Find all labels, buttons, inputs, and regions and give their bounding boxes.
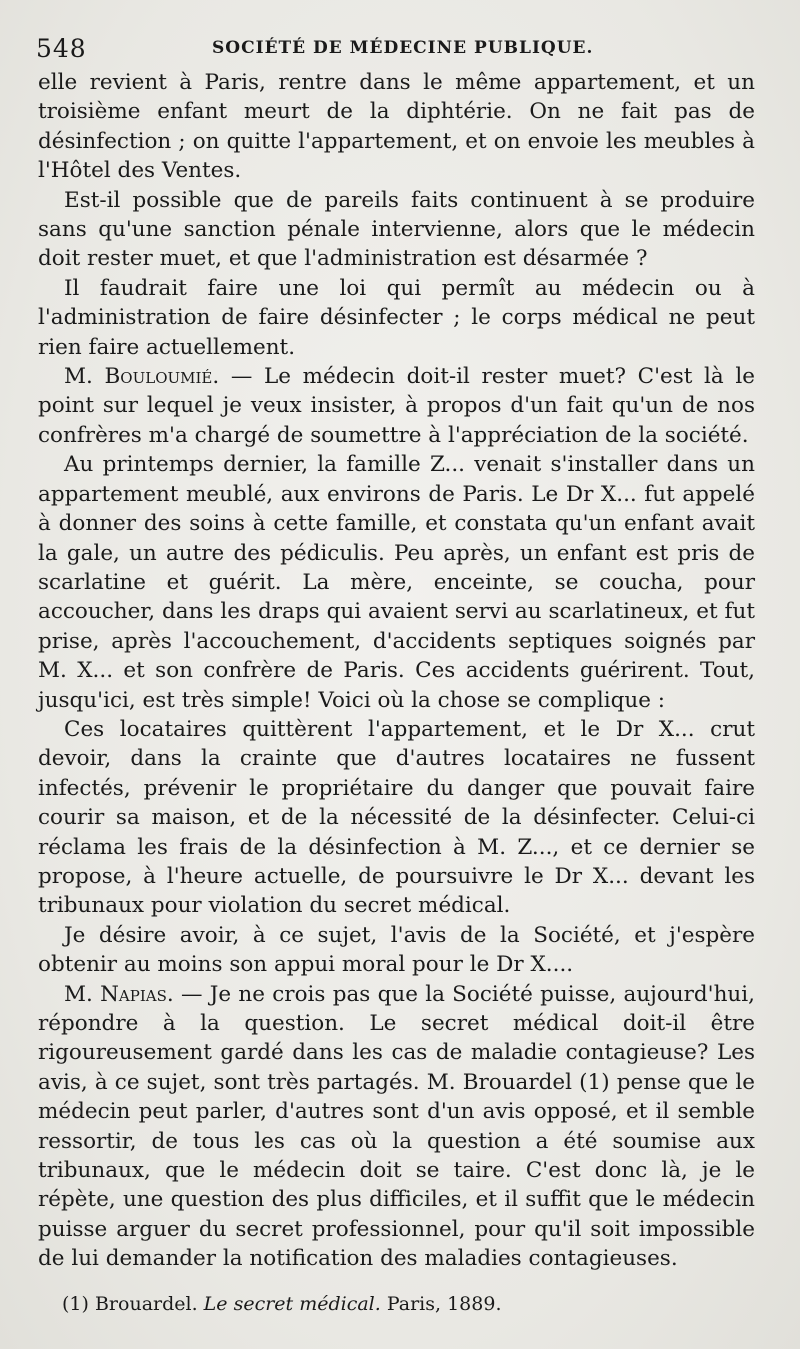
footnote-author: Brouardel.: [94, 1293, 198, 1315]
paragraph: Je désire avoir, à ce sujet, l'avis de la Société, et j'espère obtenir au moins son appui moral pour le Dr X....: [38, 922, 755, 978]
speaker-name: M. Bouloumié.: [64, 364, 220, 390]
page-header: [36, 34, 756, 64]
paragraph: Il faudrait faire une loi qui permît au médecin ou à l'administration de faire désinfecter ; le corps médical ne peut rien faire actuellement.: [38, 275, 755, 360]
page-number: 548: [36, 34, 87, 63]
paragraph: Au printemps dernier, la famille Z... venait s'installer dans un appartement meublé, aux environs de Paris. Le Dr X... fut appelé à donner des soins à cette famille, et constata qu'un enfant avait la gale, un autre des pédiculis. Peu après, un enfant est pris de scarlatine et guérit. La mère, enceinte, se coucha, pour accoucher, dans les draps qui avaient servi au scarlatineux, et fut prise, après l'accouchement, d'accidents septiques soignés par M. X... et son confrère de Paris. Ces accidents guérirent. Tout, jusqu'ici, est très simple! Voici où la chose se complique :: [38, 452, 755, 713]
footnote-place-year: Paris, 1889.: [386, 1293, 502, 1315]
speaker-text: — Le médecin doit-il rester muet? C'est là le point sur lequel je veux insister, à propos d'un fait qu'un de nos confrères m'a chargé de soumettre à l'appréciation de la société.: [38, 364, 755, 448]
paragraph: Est-il possible que de pareils faits continuent à se produire sans qu'une sanction pénale intervienne, alors que le médecin doit rester muet, et que l'administration est désarmée ?: [38, 187, 755, 272]
running-head: SOCIÉTÉ DE MÉDECINE PUBLIQUE.: [212, 38, 594, 58]
speaker-text: — Je ne crois pas que la Société puisse, aujourd'hui, répondre à la question. Le secret médical doit-il être rigoureusement gardé dans les cas de maladie contagieuse? Les avis, à ce sujet, sont très partagés. M. Brouardel (1) pense que le médecin peut parler, d'autres sont d'un avis opposé, et il semble ressortir, de tous les cas où la question a été soumise aux tribunaux, que le médecin doit se taire. C'est donc là, je le répète, une question des plus difficiles, et il suffit que le médecin puisse arguer du secret professionnel, pour qu'il soit impossible de lui demander la notification des maladies contagieuses.: [38, 981, 755, 1272]
page-body: [38, 68, 755, 1274]
footnote-marker: (1): [62, 1293, 89, 1315]
paragraph-continuation: elle revient à Paris, rentre dans le même appartement, et un troisième enfant meurt de la diphtérie. On ne fait pas de désinfection ; on quitte l'appartement, et on envoie les meubles à l'Hôtel des Ventes.: [38, 70, 755, 184]
paragraph: Ces locataires quittèrent l'appartement, et le Dr X... crut devoir, dans la crainte que d'autres locataires ne fussent infectés, prévenir le propriétaire du danger que pouvait faire courir sa maison, et de la nécessité de la désinfecter. Celui-ci réclama les frais de la désinfection à M. Z..., et ce dernier se propose, à l'heure actuelle, de poursuivre le Dr X... devant les tribunaux pour violation du secret médical.: [38, 716, 755, 919]
speaker-paragraph-napias: [38, 980, 755, 1274]
speaker-paragraph-bouloumie: [38, 362, 755, 450]
speaker-name: M. Napias.: [64, 981, 174, 1007]
footnote-title: Le secret médical.: [203, 1293, 381, 1315]
footnote: [62, 1292, 752, 1316]
